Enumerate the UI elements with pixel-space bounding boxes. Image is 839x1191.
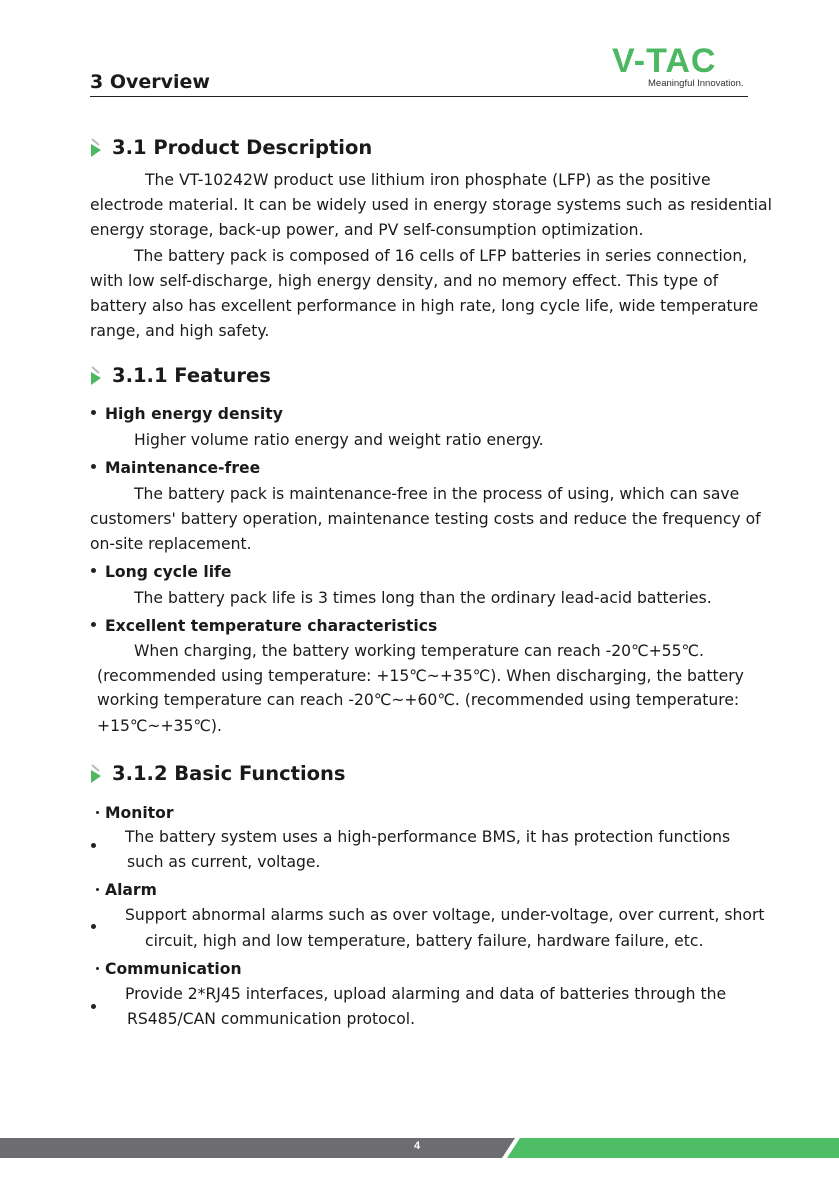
bullet-icon — [96, 888, 99, 891]
bullet-icon — [91, 843, 96, 848]
section-heading-3-1: 3.1 Product Description — [112, 136, 373, 159]
function-line: Support abnormal alarms such as over voltage, under-voltage, over current, short — [125, 906, 765, 924]
logo-tagline: Meaningful Innovation. — [648, 78, 744, 89]
feature-line: working temperature can reach -20℃~+60℃. (recommended using temperature: — [97, 691, 740, 709]
footer-gray-band — [0, 1138, 515, 1158]
feature-line: Higher volume ratio energy and weight ratio energy. — [134, 431, 544, 449]
paragraph-line: battery also has excellent performance in high rate, long cycle life, wide temperature — [90, 297, 759, 315]
bullet-icon — [91, 568, 96, 573]
feature-line: customers' battery operation, maintenance testing costs and reduce the frequency of — [90, 510, 761, 528]
section-heading-3-1-2: 3.1.2 Basic Functions — [112, 762, 346, 785]
bullet-icon — [91, 410, 96, 415]
paragraph-line: The battery pack is composed of 16 cells of LFP batteries in series connection, — [134, 247, 748, 265]
feature-title: Long cycle life — [105, 563, 232, 581]
function-line: Provide 2*RJ45 interfaces, upload alarming and data of batteries through the — [125, 985, 727, 1003]
paragraph-line: range, and high safety. — [90, 322, 270, 340]
bullet-icon — [91, 1004, 96, 1009]
paragraph-line: with low self-discharge, high energy density, and no memory effect. This type of — [90, 272, 719, 290]
function-title: Monitor — [105, 804, 174, 822]
function-line: such as current, voltage. — [127, 853, 321, 871]
section-arrow-icon — [90, 138, 104, 158]
paragraph-line: energy storage, back-up power, and PV self-consumption optimization. — [90, 221, 644, 239]
paragraph-line: The VT-10242W product use lithium iron phosphate (LFP) as the positive — [145, 171, 711, 189]
header-rule — [90, 96, 748, 97]
section-heading-3-1-1: 3.1.1 Features — [112, 364, 271, 387]
feature-line: The battery pack life is 3 times long than the ordinary lead-acid batteries. — [134, 589, 712, 607]
bullet-icon — [91, 622, 96, 627]
section-arrow-icon — [90, 366, 104, 386]
vtac-logo: V-TAC — [612, 42, 717, 80]
bullet-icon — [91, 924, 96, 929]
feature-line: The battery pack is maintenance-free in the process of using, which can save — [134, 485, 740, 503]
bullet-icon — [96, 967, 99, 970]
function-line: The battery system uses a high-performance BMS, it has protection functions — [125, 828, 731, 846]
function-line: RS485/CAN communication protocol. — [127, 1010, 416, 1028]
bullet-icon — [96, 811, 99, 814]
feature-line: on-site replacement. — [90, 535, 252, 553]
bullet-icon — [91, 464, 96, 469]
feature-line: (recommended using temperature: +15℃~+35℃). When discharging, the battery — [97, 667, 744, 685]
footer-green-band — [507, 1138, 839, 1158]
feature-title: High energy density — [105, 405, 283, 423]
paragraph-line: electrode material. It can be widely used in energy storage systems such as residential — [90, 196, 772, 214]
function-title: Communication — [105, 960, 242, 978]
feature-title: Maintenance-free — [105, 459, 261, 477]
section-arrow-icon — [90, 764, 104, 784]
function-line: circuit, high and low temperature, battery failure, hardware failure, etc. — [145, 932, 704, 950]
feature-line: When charging, the battery working temperature can reach -20℃+55℃. — [134, 642, 704, 660]
page-title: 3 Overview — [90, 71, 210, 93]
feature-line: +15℃~+35℃). — [97, 717, 222, 735]
page-number: 4 — [414, 1140, 421, 1152]
function-title: Alarm — [105, 881, 157, 899]
feature-title: Excellent temperature characteristics — [105, 617, 438, 635]
